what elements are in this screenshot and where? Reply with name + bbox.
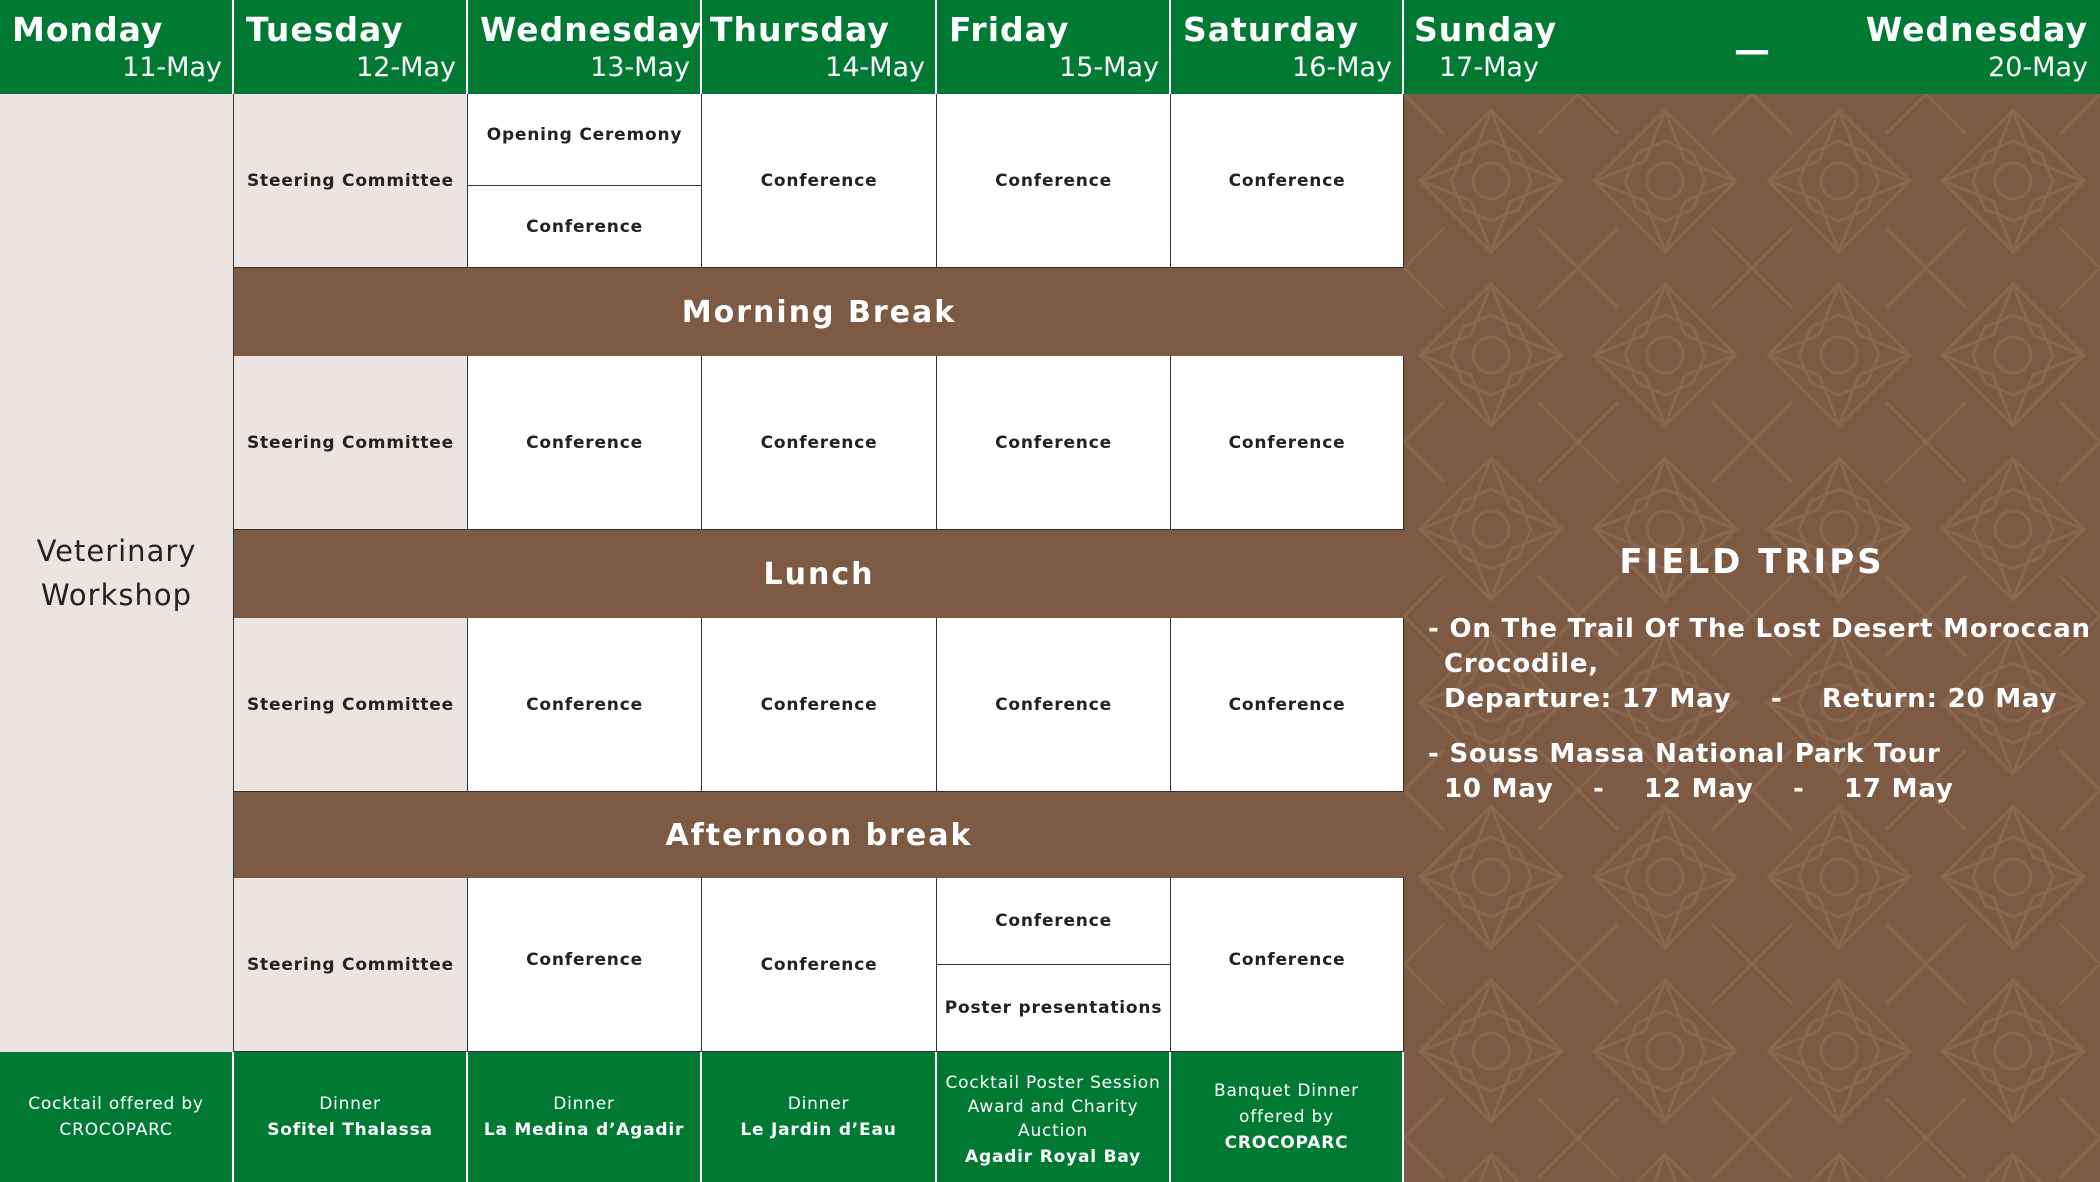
event-line: Banquet Dinner <box>1214 1081 1359 1101</box>
tuesday-steering-4: Steering Committee <box>234 878 468 1052</box>
wednesday-opening-ceremony: Opening Ceremony <box>468 94 702 186</box>
day-name: Tuesday <box>246 10 404 49</box>
event-venue: CROCOPARC <box>1224 1133 1349 1153</box>
day-name: Saturday <box>1183 10 1359 49</box>
event-line: CROCOPARC <box>59 1120 173 1140</box>
event-line: Dinner <box>319 1094 381 1114</box>
tuesday-steering-3: Steering Committee <box>234 618 468 792</box>
day-name: Thursday <box>710 10 890 49</box>
thursday-conference-2: Conference <box>702 356 937 530</box>
workshop-line1: Veterinary <box>36 534 197 568</box>
day-name: Monday <box>12 10 164 49</box>
day-name: Friday <box>949 10 1070 49</box>
wednesday-conference-3: Conference <box>468 618 702 792</box>
lunch-band: Lunch <box>234 530 1404 618</box>
friday-poster-presentations: Poster presentations <box>937 965 1171 1052</box>
saturday-conference-4: Conference <box>1171 878 1404 1052</box>
header-monday <box>0 0 234 94</box>
evening-thursday <box>702 1052 937 1182</box>
tuesday-steering-2: Steering Committee <box>234 356 468 530</box>
header-field-trip-range <box>1404 0 2100 94</box>
trip2-dates: 10 May - 12 May - 17 May <box>1444 774 1954 804</box>
friday-conference-3: Conference <box>937 618 1171 792</box>
day-date: 14-May <box>825 52 925 83</box>
afternoon-break-band: Afternoon break <box>234 792 1404 878</box>
day-name: Wednesday <box>480 10 703 49</box>
day-date: 12-May <box>356 52 456 83</box>
field-trips-panel <box>1404 94 2100 1182</box>
field-trips-title: FIELD TRIPS <box>1619 542 1885 582</box>
thursday-conference-4: Conference <box>702 878 937 1052</box>
range-dash: — <box>1734 30 1770 71</box>
trip1-dates: Departure: 17 May - Return: 20 May <box>1444 684 2058 714</box>
saturday-conference-2: Conference <box>1171 356 1404 530</box>
day-date: 15-May <box>1059 52 1159 83</box>
day-date: 13-May <box>590 52 690 83</box>
friday-conference-1: Conference <box>937 94 1171 268</box>
range-start-day: Sunday <box>1414 10 1558 49</box>
range-end-day: Wednesday <box>1865 10 2088 49</box>
event-venue: La Medina d’Agadir <box>483 1120 685 1140</box>
friday-conference-2: Conference <box>937 356 1171 530</box>
trip1-line2: Crocodile, <box>1444 649 1599 679</box>
evening-tuesday <box>234 1052 468 1182</box>
event-line: Auction <box>1018 1121 1088 1141</box>
range-end-date: 20-May <box>1988 52 2088 83</box>
event-line: Award and Charity <box>967 1097 1139 1117</box>
evening-saturday <box>1171 1052 1404 1182</box>
monday-veterinary-workshop <box>0 94 234 1052</box>
morning-break-band: Morning Break <box>234 268 1404 356</box>
trip1-line1: - On The Trail Of The Lost Desert Moroccan <box>1428 614 2091 644</box>
evening-monday <box>0 1052 234 1182</box>
header-thursday <box>702 0 937 94</box>
friday-conference-4: Conference <box>937 878 1171 965</box>
wednesday-conference-2: Conference <box>468 356 702 530</box>
event-line: offered by <box>1239 1107 1334 1127</box>
header-wednesday <box>468 0 702 94</box>
day-date: 11-May <box>122 52 222 83</box>
evening-wednesday <box>468 1052 702 1182</box>
event-venue: Sofitel Thalassa <box>267 1120 433 1140</box>
range-start-date: 17-May <box>1439 52 1539 83</box>
day-date: 16-May <box>1292 52 1392 83</box>
thursday-conference-3: Conference <box>702 618 937 792</box>
event-line: Cocktail offered by <box>28 1094 204 1114</box>
trip2-line1: - Souss Massa National Park Tour <box>1428 739 1941 769</box>
header-tuesday <box>234 0 468 94</box>
saturday-conference-3: Conference <box>1171 618 1404 792</box>
event-venue: Le Jardin d’Eau <box>740 1120 897 1140</box>
wednesday-conference-4: Conference <box>468 878 702 1052</box>
header-saturday <box>1171 0 1404 94</box>
workshop-line2: Workshop <box>40 578 193 612</box>
header-friday <box>937 0 1171 94</box>
saturday-conference-1: Conference <box>1171 94 1404 268</box>
event-line: Cocktail Poster Session <box>945 1073 1161 1093</box>
thursday-conference-1: Conference <box>702 94 937 268</box>
evening-friday <box>937 1052 1171 1182</box>
event-line: Dinner <box>787 1094 850 1114</box>
tuesday-steering-1: Steering Committee <box>234 94 468 268</box>
wednesday-conference-1: Conference <box>468 186 702 268</box>
event-line: Dinner <box>553 1094 615 1114</box>
event-venue: Agadir Royal Bay <box>965 1147 1141 1167</box>
